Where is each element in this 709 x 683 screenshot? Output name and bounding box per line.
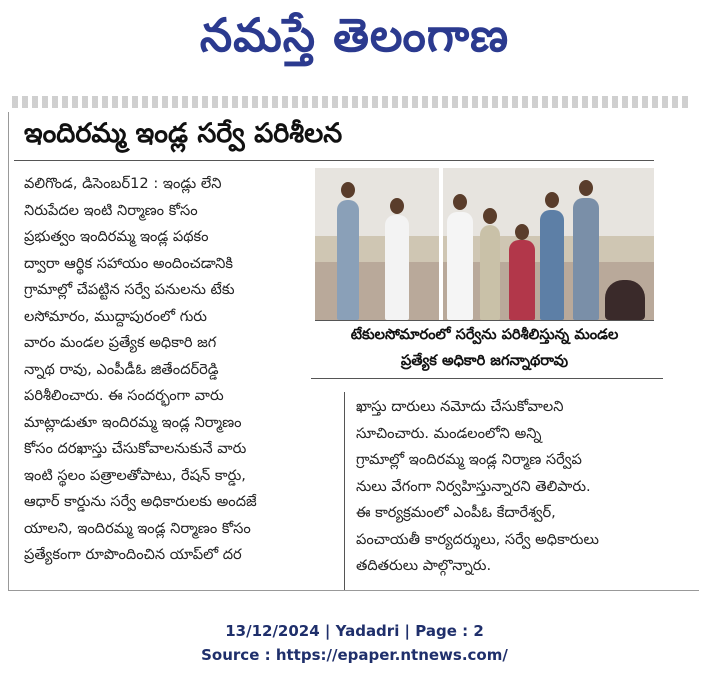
article-line: నులు వేగంగా నిర్వహిస్తున్నారని తెలిపారు. [356, 477, 591, 495]
article-line: పంచాయతీ కార్యదర్శులు, సర్వే అధికారులు [356, 530, 599, 548]
footer-date-edition: 13/12/2024 | Yadadri | Page : 2 [225, 622, 484, 640]
caption-line-2: ప్రత్యేక అధికారి జగన్నాథరావు [400, 352, 569, 369]
article-line: కోసం దరఖాస్తు చేసుకోవాలనుకునే వారు [24, 440, 247, 457]
cropped-previous-article-strip [12, 96, 692, 108]
caption-line-1: టేకులసోమారంలో సర్వేను పరిశీలిస్తున్న మండల [350, 326, 619, 343]
article-photo [315, 168, 654, 320]
article-line: తదితరులు పాల్గొన్నారు. [356, 557, 492, 574]
article-line: పరిశీలించారు. ఈ సందర్భంగా వారు [24, 387, 224, 404]
article-line: ఖాస్తు దారులు నమోదు చేసుకోవాలని [356, 398, 564, 415]
article-column-1 [24, 171, 304, 569]
article-line: యాలని, ఇందిరమ్మ ఇండ్ల నిర్మాణం కోసం [24, 519, 251, 537]
article-line: ప్రత్యేకంగా రూపొందించిన యాప్‌లో దర [24, 546, 242, 563]
article-line: గ్రామాల్లో చేపట్టిన సర్వే పనులను టేకు [24, 281, 235, 298]
article-line: ఆధార్ కార్డును సర్వే అధికారులకు అందజే [24, 493, 257, 510]
article-line: న్నాథ రావు, ఎంపీడీఓ జితేందర్‌రెడ్డి [24, 360, 219, 378]
article-line: ద్వారా ఆర్థిక సహాయం అందించడానికి [24, 254, 234, 272]
masthead-logo: నమస్తే తెలంగాణ [199, 8, 510, 62]
article-line: ప్రభుత్వం ఇందిరమ్మ ఇండ్ల పథకం [24, 228, 209, 245]
article-line: నిరుపేదల ఇంటి నిర్మాణం కోసం [24, 201, 198, 219]
article-column-2 [356, 394, 654, 580]
article-line: వారం మండల ప్రత్యేక అధికారి జగ [24, 334, 217, 351]
headline-underline [14, 160, 654, 161]
article-line: గ్రామాల్లో ఇందిరమ్మ ఇండ్ల నిర్మాణ సర్వేప [356, 451, 582, 468]
footer-source-link[interactable]: Source : https://epaper.ntnews.com/ [201, 646, 508, 664]
photo-caption [315, 322, 654, 374]
article-line: ఈ కార్యక్రమంలో ఎంపీఓ కేదారేశ్వర్, [356, 504, 556, 521]
article-line: వలిగొండ, డిసెంబర్12 : ఇండ్లు లేని [24, 175, 222, 192]
article-line: మాట్లాడుతూ ఇందిరమ్మ ఇండ్ల నిర్మాణం [24, 413, 242, 431]
article-line: ఇంటి స్థలం పత్రాలతోపాటు, రేషన్ కార్డు, [24, 466, 246, 484]
caption-underline [311, 378, 663, 379]
column-divider [344, 392, 345, 590]
photo-bottom-rule [315, 320, 654, 321]
article-line: సూచించారు. మండలంలోని అన్ని [356, 424, 542, 442]
article-headline: ఇందిరమ్మ ఇండ్ల సర్వే పరిశీలన [24, 118, 343, 149]
article-line: లసోమారం, ముద్దాపురంలో గురు [24, 307, 207, 325]
